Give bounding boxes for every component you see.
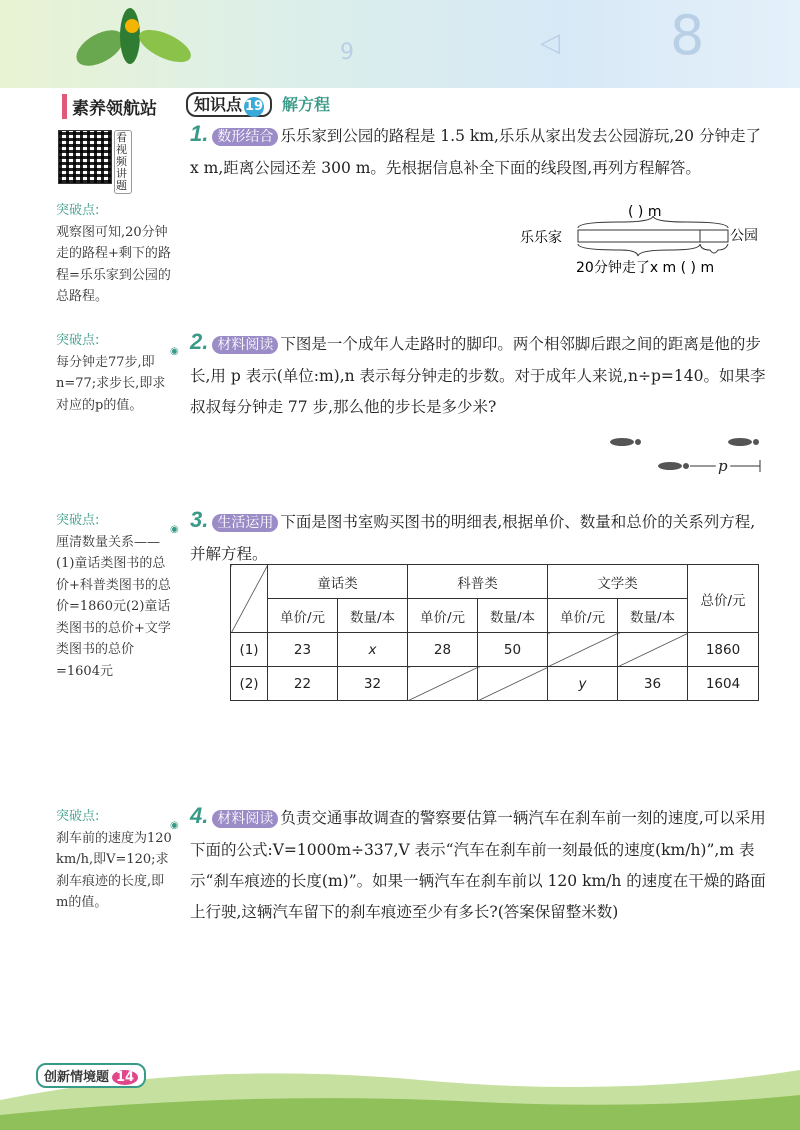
hint-2: [56, 330, 174, 416]
footer-label: 创新情境题: [44, 1070, 110, 1085]
bullet-dot-icon: ◉: [170, 820, 179, 831]
hint-label: 突破点:: [56, 203, 100, 218]
step-length-label: p: [718, 457, 728, 475]
row-id: (2): [231, 667, 268, 701]
table-row: [231, 667, 759, 701]
table-cell: 50: [478, 633, 548, 667]
table-header-row: [231, 565, 759, 599]
sidebar-title: 素养领航站: [62, 94, 157, 119]
knowledge-point-label: 知识点: [194, 95, 243, 114]
question-4: [170, 800, 766, 928]
table-cell: 23: [268, 633, 338, 667]
hint-label: 突破点:: [56, 333, 100, 348]
diagram-top-label: ( ) m: [628, 204, 662, 220]
qr-label: 看视频讲题: [114, 130, 132, 194]
table-cell-empty: [618, 633, 688, 667]
hint-1: [56, 200, 174, 308]
bullet-dot-icon: ◉: [170, 346, 179, 357]
diagram-left-label: 乐乐家: [520, 230, 562, 246]
table-cell: x: [338, 633, 408, 667]
footprints: [610, 432, 790, 478]
question-1: [190, 118, 766, 184]
sub-header: 数量/本: [478, 599, 548, 633]
bottom-brace-left: [578, 244, 700, 256]
question-text: 乐乐家到公园的路程是 1.5 km,乐乐从家出发去公园游玩,20 分钟走了 x m,距离公园还差 300 m。先根据信息补全下面的线段图,再列方程解答。: [190, 127, 761, 177]
question-number: 3.: [190, 507, 209, 532]
hint-4: [56, 806, 174, 914]
question-3: [170, 504, 766, 570]
footer-page-tag: [36, 1063, 146, 1088]
table-cell-empty: [548, 633, 618, 667]
question-tag: 材料阅读: [212, 810, 278, 828]
sub-header: 数量/本: [338, 599, 408, 633]
line-segment-diagram: [520, 200, 790, 280]
table-row: [231, 633, 759, 667]
footprint-icon: [610, 438, 641, 446]
question-tag: 数形结合: [212, 128, 278, 146]
decoration-digit: 8: [670, 4, 705, 67]
sub-header: 单价/元: [548, 599, 618, 633]
question-text: 下面是图书室购买图书的明细表,根据单价、数量和总价的关系列方程,并解方程。: [190, 513, 756, 563]
footprint-icon: [728, 438, 759, 446]
table-cell: 1604: [688, 667, 759, 701]
book-purchase-table: [230, 564, 759, 701]
header-banner: [0, 0, 800, 88]
diagram-right-label: 公园: [730, 228, 758, 244]
table-cell-empty: [478, 667, 548, 701]
knowledge-point-topic: 解方程: [282, 95, 331, 114]
page-number: 14: [112, 1070, 138, 1085]
group-header: 科普类: [408, 565, 548, 599]
hint-3: [56, 510, 174, 682]
hint-text: 厘清数量关系——(1)童话类图书的总价+科普类图书的总价=1860元(2)童话类图书的总价+文学类图书的总价=1604元: [56, 534, 171, 679]
question-number: 2.: [190, 329, 209, 354]
footprint-icon: [658, 462, 689, 470]
knowledge-point-badge: [186, 92, 272, 117]
question-tag: 材料阅读: [212, 336, 278, 354]
hint-label: 突破点:: [56, 809, 100, 824]
table-cell: y: [548, 667, 618, 701]
group-header: 童话类: [268, 565, 408, 599]
group-header: 文学类: [548, 565, 688, 599]
knowledge-point-heading: [186, 92, 330, 117]
table-cell: 1860: [688, 633, 759, 667]
table-cell: 28: [408, 633, 478, 667]
segment-bar: [578, 230, 728, 242]
leaf-decoration-icon: [70, 6, 210, 76]
diagram-bottom-label: 20分钟走了x m ( ) m: [576, 260, 715, 276]
table-corner-cell: [231, 565, 268, 633]
table-cell: 32: [338, 667, 408, 701]
hint-text: 观察图可知,20分钟走的路程+剩下的路程=乐乐家到公园的总路程。: [56, 224, 171, 304]
total-header: 总价/元: [688, 565, 759, 633]
table-cell: 36: [618, 667, 688, 701]
question-tag: 生活运用: [212, 514, 278, 532]
decoration-digit: 9: [340, 40, 354, 65]
bullet-dot-icon: ◉: [170, 524, 179, 535]
question-number: 1.: [190, 121, 209, 146]
hint-label: 突破点:: [56, 513, 100, 528]
hint-text: 刹车前的速度为120 km/h,即V=120;求刹车痕迹的长度,即m的值。: [56, 830, 172, 910]
row-id: (1): [231, 633, 268, 667]
bottom-brace-right: [700, 244, 728, 253]
qr-code-icon[interactable]: [58, 130, 112, 184]
sub-header: 单价/元: [408, 599, 478, 633]
question-text: 负责交通事故调查的警察要估算一辆汽车在刹车前一刻的速度,可以采用下面的公式:V=1000m÷337,V 表示“汽车在刹车前一刻最低的速度(km/h)”,m 表示“刹车痕迹的长度(m)”。如果一辆汽车在刹车前以 120 km/h 的速度在干燥的路面上行驶,这辆汽车留下的刹车痕迹至少有多长?(答案保留整米数): [190, 809, 766, 921]
question-text: 下图是一个成年人走路时的脚印。两个相邻脚后跟之间的距离是他的步长,用 p 表示(单位:m),n 表示每分钟走的步数。对于成年人来说,n÷p=140。如果李叔叔每分钟走 77 步,那么他的步长是多少米?: [190, 335, 766, 416]
table-cell: 22: [268, 667, 338, 701]
question-2: [170, 326, 766, 423]
hint-text: 每分钟走77步,即n=77;求步长,即求对应的p的值。: [56, 354, 166, 413]
knowledge-point-number: 19: [244, 97, 264, 117]
table-subheader-row: [231, 599, 759, 633]
sub-header: 单价/元: [268, 599, 338, 633]
decoration-triangle: ◁: [540, 28, 560, 58]
question-number: 4.: [190, 803, 209, 828]
sub-header: 数量/本: [618, 599, 688, 633]
table-cell-empty: [408, 667, 478, 701]
